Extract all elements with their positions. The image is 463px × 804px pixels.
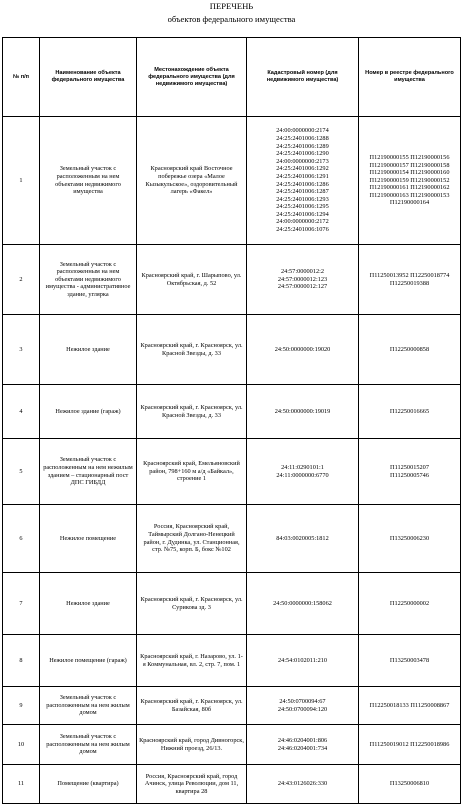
object-name: Нежилое здание <box>40 573 137 635</box>
table-row <box>3 725 461 765</box>
table-row <box>3 635 461 687</box>
table-row <box>3 687 461 725</box>
cadastral-number-line: 24:11:0000000:6770 <box>276 471 329 479</box>
row-number: 4 <box>3 385 40 439</box>
cadastral-number-line: 24:25:2401006:1293 <box>276 195 329 203</box>
cadastral-number-line: 24:25:2401006:1286 <box>276 180 329 188</box>
object-name: Помещение (квартира) <box>40 765 137 804</box>
cadastral-number <box>247 505 359 573</box>
cadastral-number-line: 24:25:2401006:1290 <box>276 150 329 158</box>
registry-number-line: П11250015207 <box>390 463 429 471</box>
table-row <box>3 765 461 804</box>
registry-number <box>359 765 461 804</box>
object-name: Нежилое здание <box>40 315 137 385</box>
registry-number-line: П11250005746 <box>390 471 429 479</box>
document-subtitle: объектов федерального имущества <box>167 14 296 24</box>
cadastral-number-line: 24:57:0000012:127 <box>277 283 328 291</box>
registry-number <box>359 573 461 635</box>
table-row <box>3 315 461 385</box>
cadastral-number-line: 24:50:0700094:67 <box>279 697 326 705</box>
cadastral-number-line: 24:25:2401006:1076 <box>276 226 329 234</box>
row-number: 1 <box>3 117 40 245</box>
registry-number-line: П12250000002 <box>389 599 430 607</box>
object-location: Красноярский край, г. Шарыпово, ул. Октябрьская, д. 52 <box>137 245 247 315</box>
cadastral-number-line: 24:25:2401006:1287 <box>276 188 329 196</box>
cadastral-number <box>247 573 359 635</box>
cadastral-number-line: 84:03:0020005:1812 <box>276 534 329 542</box>
cadastral-number <box>247 315 359 385</box>
cadastral-number <box>247 439 359 505</box>
object-name: Земельный участок с расположенным на нем жилым домом <box>40 725 137 765</box>
cadastral-number <box>247 725 359 765</box>
registry-number-line: П12190000164 <box>389 199 430 207</box>
row-number: 9 <box>3 687 40 725</box>
object-name: Земельный участок с расположенным на нем нежилым зданием – стационарный пост ДПС ГИБДД <box>40 439 137 505</box>
header-cadastral: Кадастровый номер (для недвижимого имущества) <box>247 38 359 117</box>
header-registry: Номер в реестре федерального имущества <box>359 38 461 117</box>
row-number: 11 <box>3 765 40 804</box>
registry-number-line: П12250000858 <box>389 345 430 353</box>
object-name: Земельный участок с расположенным на нем объектами недвижимого имущества - административное здание, углярка <box>40 245 137 315</box>
cadastral-number-line: 24:46:0204001:806 <box>277 736 328 744</box>
table-row <box>3 573 461 635</box>
registry-number-line: П13250006230 <box>389 534 430 542</box>
registry-number <box>359 385 461 439</box>
registry-number <box>359 635 461 687</box>
cadastral-number-line: 24:25:2401006:1288 <box>276 134 329 142</box>
object-name: Земельный участок с расположенным на нем жилым домом <box>40 687 137 725</box>
cadastral-number-line: 24:54:0102011:210 <box>277 656 328 664</box>
registry-number-line: П12190000161 П12190000162 <box>369 184 450 192</box>
registry-number-line: П12190000154 П12190000160 <box>369 169 450 177</box>
object-name: Нежилое здание (гараж) <box>40 385 137 439</box>
registry-number <box>359 245 461 315</box>
cadastral-number <box>247 117 359 245</box>
object-location: Красноярский край Восточное побережье озера «Малое Кызыкульское», оздоровительный лагерь «Факел» <box>137 117 247 245</box>
registry-number <box>359 505 461 573</box>
cadastral-number-line: 24:00:0000000:2174 <box>276 127 329 135</box>
object-location: Красноярский край, г. Назарово, ул. 1-я Коммунальная, вл. 2, стр. 7, пом. 1 <box>137 635 247 687</box>
cadastral-number <box>247 385 359 439</box>
registry-number-line: П12190000159 П12190000152 <box>369 176 450 184</box>
cadastral-number-line: 24:00:0000000:2172 <box>276 218 329 226</box>
registry-number-line: П12250016665 <box>389 407 430 415</box>
row-number: 7 <box>3 573 40 635</box>
object-location: Россия, Красноярский край, Таймырский Долгано-Ненецкий район, г. Дудинка, ул. Станционная, стр. №75, корп. Б, бокс №102 <box>137 505 247 573</box>
object-name: Нежилое помещение <box>40 505 137 573</box>
object-location: Красноярский край, город Дивногорск, Нижний проезд, 26/13. <box>137 725 247 765</box>
object-name: Нежилое помещение (гараж) <box>40 635 137 687</box>
cadastral-number-line: 24:43:0126026:330 <box>277 780 328 788</box>
row-number: 2 <box>3 245 40 315</box>
cadastral-number <box>247 245 359 315</box>
table-row <box>3 505 461 573</box>
header-num: № п/п <box>3 38 40 117</box>
document-title: ПЕРЕЧЕНЬ <box>209 1 254 11</box>
cadastral-number-line: 24:25:2401006:1292 <box>276 165 329 173</box>
row-number: 10 <box>3 725 40 765</box>
object-name: Земельный участок с расположенным на нем объектами недвижимого имущества <box>40 117 137 245</box>
cadastral-number-line: 24:25:2401006:1289 <box>276 142 329 150</box>
registry-number-line: П12250019388 <box>389 279 430 287</box>
cadastral-number <box>247 635 359 687</box>
object-location: Красноярский край, г. Красноярск, ул. Красной Звезды, д. 33 <box>137 315 247 385</box>
registry-number-line: П12190000157 П12190000158 <box>369 161 450 169</box>
table-row <box>3 245 461 315</box>
object-location: Красноярский край, Емельяновский район, 798+160 м а/д «Байкал», строение 1 <box>137 439 247 505</box>
row-number: 6 <box>3 505 40 573</box>
cadastral-number-line: 24:57:0000012:2 <box>280 268 325 276</box>
registry-number-line: П11250019012 П12250018986 <box>369 740 450 748</box>
table-header-row <box>3 38 461 117</box>
object-location: Россия, Красноярский край, город Ачинск, улица Революции, дом 11, квартира 28 <box>137 765 247 804</box>
registry-number-line: П13250006810 <box>389 780 430 788</box>
cadastral-number-line: 24:50:0000000:19020 <box>274 345 331 353</box>
registry-number-line: П12250018133 П11250008867 <box>369 701 450 709</box>
cadastral-number-line: 24:00:0000000:2173 <box>276 157 329 165</box>
object-location: Красноярский край, г. Красноярск, ул. Красной Звезды, д. 33 <box>137 385 247 439</box>
table-row <box>3 385 461 439</box>
registry-number <box>359 725 461 765</box>
cadastral-number-line: 24:25:2401006:1294 <box>276 210 329 218</box>
registry-number-line: П11250013952 П12250018774 <box>369 271 450 279</box>
row-number: 3 <box>3 315 40 385</box>
registry-number <box>359 439 461 505</box>
registry-number-line: П12190000163 П12190000153 <box>369 191 450 199</box>
table-row <box>3 439 461 505</box>
object-location: Красноярский край, г. Красноярск, ул. Базайская, 80б <box>137 687 247 725</box>
registry-number <box>359 117 461 245</box>
cadastral-number-line: 24:50:0000000:19019 <box>274 407 331 415</box>
table-row <box>3 117 461 245</box>
cadastral-number-line: 24:50:0700094:120 <box>277 705 328 713</box>
registry-number-line: П12190000155 П12190000156 <box>369 153 450 161</box>
header-name: Наименование объекта федерального имущества <box>40 38 137 117</box>
cadastral-number <box>247 765 359 804</box>
row-number: 8 <box>3 635 40 687</box>
registry-number <box>359 687 461 725</box>
row-number: 5 <box>3 439 40 505</box>
property-table <box>2 37 461 804</box>
object-location: Красноярский край, г. Красноярск, ул. Сурикова зд. 3 <box>137 573 247 635</box>
registry-number-line: П13250003478 <box>389 656 430 664</box>
header-location: Местонахождение объекта федерального имущества (для недвижимого имущества) <box>137 38 247 117</box>
cadastral-number-line: 24:25:2401006:1291 <box>276 172 329 180</box>
cadastral-number-line: 24:50:0000000:158062 <box>273 599 332 607</box>
cadastral-number-line: 24:25:2401006:1295 <box>276 203 329 211</box>
registry-number <box>359 315 461 385</box>
cadastral-number-line: 24:57:0000012:123 <box>277 275 328 283</box>
cadastral-number-line: 24:46:0204001:734 <box>277 744 328 752</box>
cadastral-number <box>247 687 359 725</box>
cadastral-number-line: 24:11:0290101:1 <box>281 463 324 471</box>
